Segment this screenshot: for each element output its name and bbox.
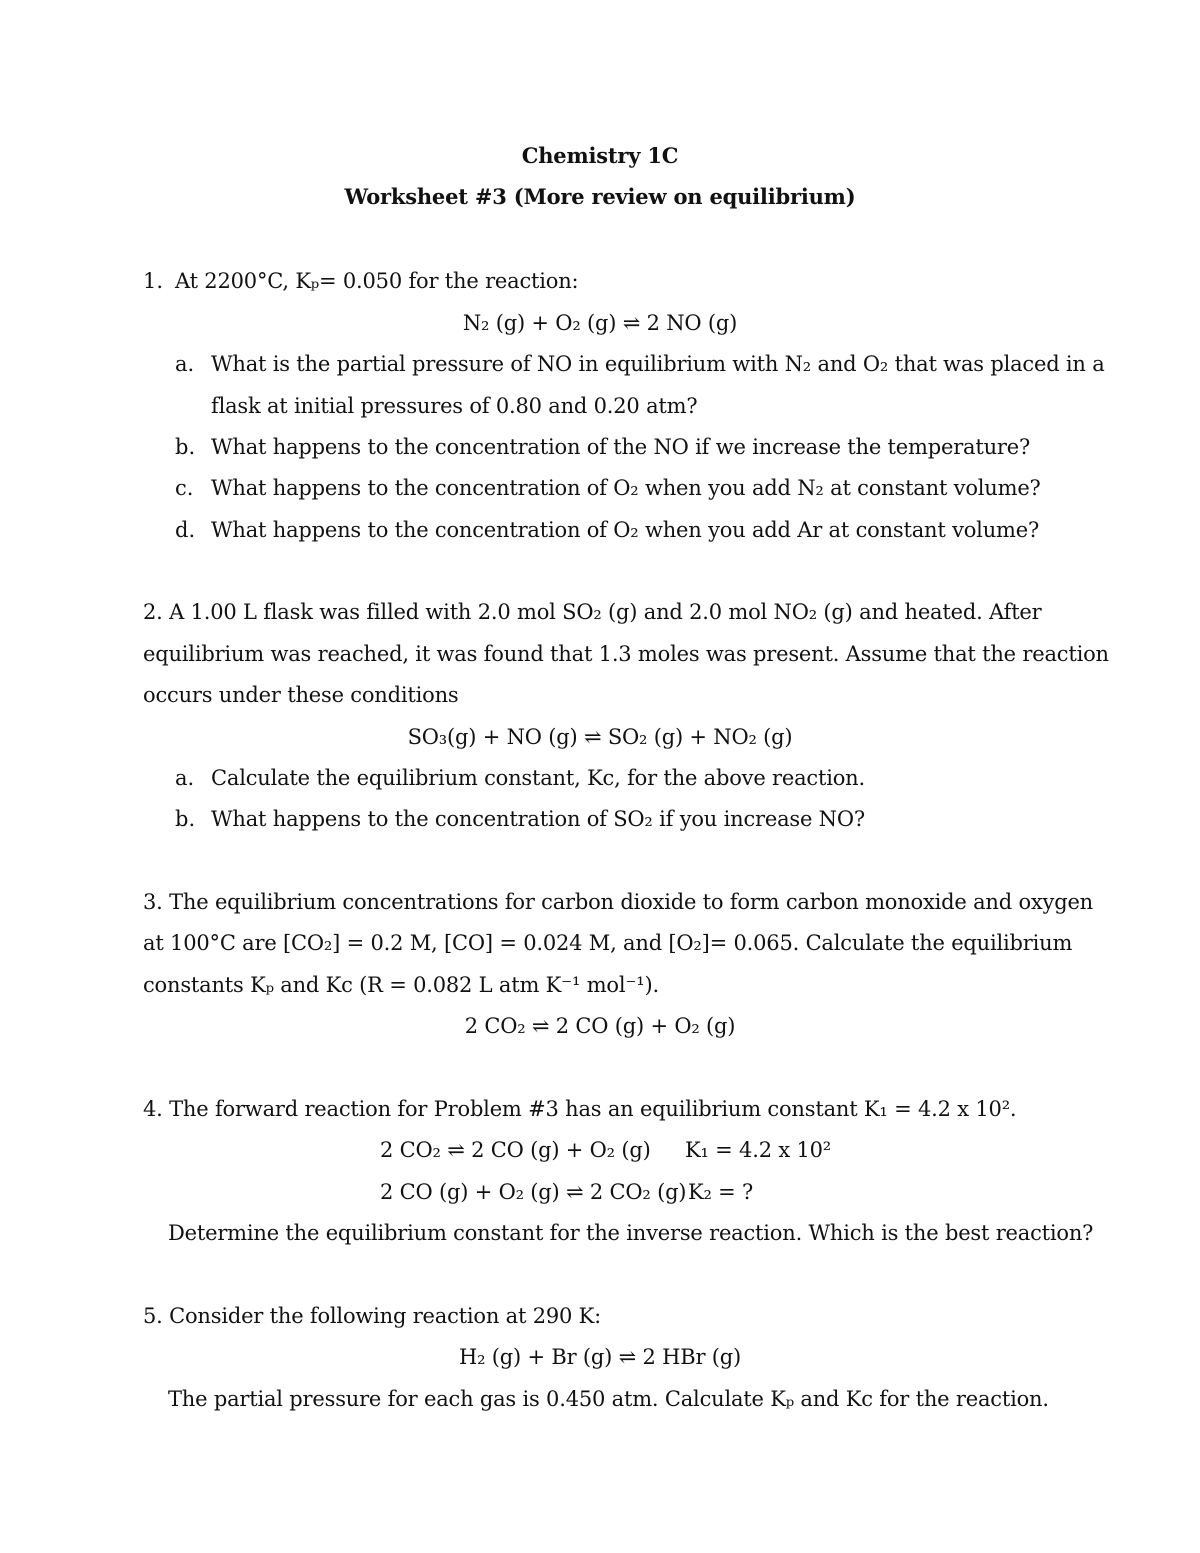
q3-line1: 3. The equilibrium concentrations for carbon dioxide to form carbon monoxide and oxygen [143,890,1094,914]
q1c-text: What happens to the concentration of O₂ when you add N₂ at constant volume? [211,476,1041,500]
q4-k1: K₁ = 4.2 x 10² [685,1138,831,1162]
q2-line3: occurs under these conditions [143,683,459,707]
q3-equation: 2 CO₂ ⇌ 2 CO (g) + O₂ (g) [464,1014,736,1038]
q4-k2: K₂ = ? [688,1180,754,1204]
q1-equation: N₂ (g) + O₂ (g) ⇌ 2 NO (g) [462,311,738,335]
q5-equation: H₂ (g) + Br (g) ⇌ 2 HBr (g) [458,1345,742,1369]
q1a-letter: a. [175,352,195,376]
q2-line2: equilibrium was reached, it was found that 1.3 moles was present. Assume that the reaction [143,642,1109,666]
q2b-text: What happens to the concentration of SO₂ if you increase NO? [211,807,865,831]
q4-equation-forward: 2 CO₂ ⇌ 2 CO (g) + O₂ (g) [380,1138,651,1162]
q4-line1: 4. The forward reaction for Problem #3 has an equilibrium constant K₁ = 4.2 x 10². [143,1097,1017,1121]
q2-line1: 2. A 1.00 L flask was filled with 2.0 mol SO₂ (g) and 2.0 mol NO₂ (g) and heated. After [143,600,1042,624]
q1-number: 1. [143,269,164,293]
q3-line3: constants Kₚ and Kc (R = 0.082 L atm K⁻¹ mol⁻¹). [143,973,659,997]
course-title: Chemistry 1C [521,143,679,168]
q1a-text-line2: flask at initial pressures of 0.80 and 0.20 atm? [211,394,698,418]
q1b-letter: b. [175,435,196,459]
q5-prompt: The partial pressure for each gas is 0.450 atm. Calculate Kₚ and Kc for the reaction. [168,1387,1049,1411]
q3-line2: at 100°C are [CO₂] = 0.2 M, [CO] = 0.024 M, and [O₂]= 0.065. Calculate the equilibrium [143,931,1073,955]
q1a-text-line1: What is the partial pressure of NO in equilibrium with N₂ and O₂ that was placed in a [211,352,1105,376]
q2a-letter: a. [175,766,195,790]
q1b-text: What happens to the concentration of the NO if we increase the temperature? [211,435,1031,459]
q4-prompt: Determine the equilibrium constant for the inverse reaction. Which is the best reaction? [168,1221,1094,1245]
q2a-text: Calculate the equilibrium constant, Kc, for the above reaction. [211,766,865,790]
q4-equation-reverse: 2 CO (g) + O₂ (g) ⇌ 2 CO₂ (g) [380,1180,687,1204]
q1c-letter: c. [175,476,194,500]
worksheet-title: Worksheet #3 (More review on equilibrium) [344,184,856,209]
q2-equation: SO₃(g) + NO (g) ⇌ SO₂ (g) + NO₂ (g) [407,725,793,749]
q1d-text: What happens to the concentration of O₂ when you add Ar at constant volume? [211,518,1040,542]
q2b-letter: b. [175,807,196,831]
q5-line1: 5. Consider the following reaction at 290 K: [143,1304,602,1328]
q1d-letter: d. [175,518,196,542]
q1-stem: At 2200°C, Kₚ= 0.050 for the reaction: [175,269,579,293]
